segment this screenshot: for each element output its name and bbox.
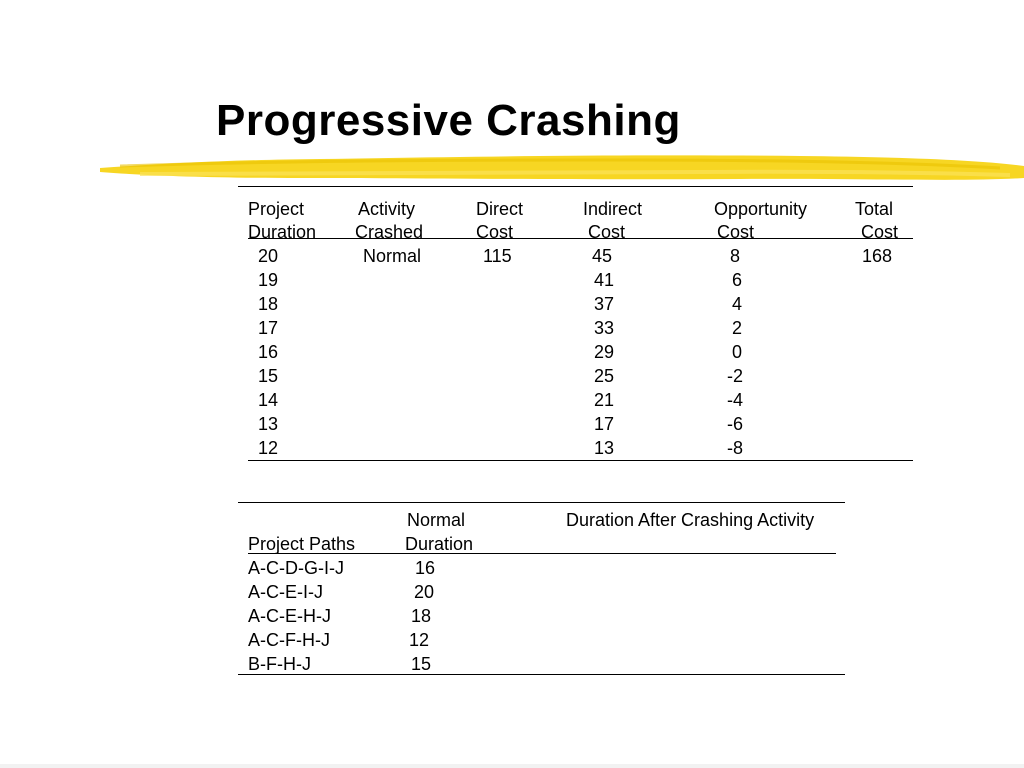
row-opportunity: -2 bbox=[727, 366, 744, 386]
row-indirect: 25 bbox=[594, 366, 615, 386]
path-duration: 20 bbox=[414, 582, 435, 602]
paths-header-duration: Duration bbox=[405, 534, 474, 554]
row-indirect: 17 bbox=[594, 414, 615, 434]
row-duration: 12 bbox=[258, 438, 279, 458]
path-name: A-C-D-G-I-J bbox=[248, 558, 344, 578]
row-opportunity: 2 bbox=[732, 318, 743, 338]
row-opportunity: -4 bbox=[727, 390, 744, 410]
table-bottom-rule bbox=[248, 460, 913, 461]
paths-header-rule bbox=[248, 553, 836, 554]
slide-bottom-band bbox=[0, 764, 1024, 768]
paths-top-rule bbox=[238, 502, 845, 503]
row-indirect: 33 bbox=[594, 318, 615, 338]
header-opportunity-cost: Cost bbox=[717, 222, 755, 242]
row-indirect: 41 bbox=[594, 270, 615, 290]
header-duration: Duration bbox=[248, 222, 317, 242]
row-indirect: 37 bbox=[594, 294, 615, 314]
slide-title: Progressive Crashing bbox=[216, 96, 681, 145]
row-duration: 19 bbox=[258, 270, 279, 290]
header-direct: Direct bbox=[476, 199, 524, 219]
row-direct: 115 bbox=[483, 246, 512, 266]
path-name: B-F-H-J bbox=[248, 654, 311, 674]
paths-header-normal: Normal bbox=[407, 510, 466, 530]
table-top-rule bbox=[238, 186, 913, 187]
paths-header-duration-after: Duration After Crashing Activity bbox=[566, 510, 815, 530]
highlighter-stroke bbox=[100, 148, 1024, 188]
header-total: Total bbox=[855, 199, 894, 219]
row-indirect: 45 bbox=[592, 246, 613, 266]
row-indirect: 29 bbox=[594, 342, 615, 362]
header-indirect: Indirect bbox=[583, 199, 643, 219]
row-duration: 14 bbox=[258, 390, 279, 410]
row-duration: 17 bbox=[258, 318, 279, 338]
path-duration: 16 bbox=[415, 558, 436, 578]
header-direct-cost: Cost bbox=[476, 222, 514, 242]
row-opportunity: -8 bbox=[727, 438, 744, 458]
row-opportunity: 8 bbox=[730, 246, 741, 266]
row-opportunity: 4 bbox=[732, 294, 743, 314]
header-rule bbox=[248, 238, 913, 239]
row-opportunity: 0 bbox=[732, 342, 743, 362]
row-opportunity: 6 bbox=[732, 270, 743, 290]
row-indirect: 21 bbox=[594, 390, 615, 410]
row-duration: 13 bbox=[258, 414, 279, 434]
path-name: A-C-E-I-J bbox=[248, 582, 323, 602]
header-activity: Activity bbox=[358, 199, 416, 219]
header-opportunity: Opportunity bbox=[714, 199, 808, 219]
paths-bottom-rule bbox=[238, 674, 845, 675]
row-duration: 18 bbox=[258, 294, 279, 314]
header-total-cost: Cost bbox=[861, 222, 899, 242]
row-duration: 20 bbox=[258, 246, 279, 266]
path-name: A-C-E-H-J bbox=[248, 606, 331, 626]
header-project: Project bbox=[248, 199, 305, 219]
row-indirect: 13 bbox=[594, 438, 615, 458]
row-duration: 16 bbox=[258, 342, 279, 362]
path-duration: 12 bbox=[409, 630, 430, 650]
paths-header-project-paths: Project Paths bbox=[248, 534, 356, 554]
header-indirect-cost: Cost bbox=[588, 222, 626, 242]
row-duration: 15 bbox=[258, 366, 279, 386]
path-duration: 15 bbox=[411, 654, 432, 674]
header-crashed: Crashed bbox=[355, 222, 424, 242]
path-name: A-C-F-H-J bbox=[248, 630, 330, 650]
path-duration: 18 bbox=[411, 606, 432, 626]
row-opportunity: -6 bbox=[727, 414, 744, 434]
row-activity: Normal bbox=[363, 246, 422, 266]
row-total: 168 bbox=[862, 246, 893, 266]
